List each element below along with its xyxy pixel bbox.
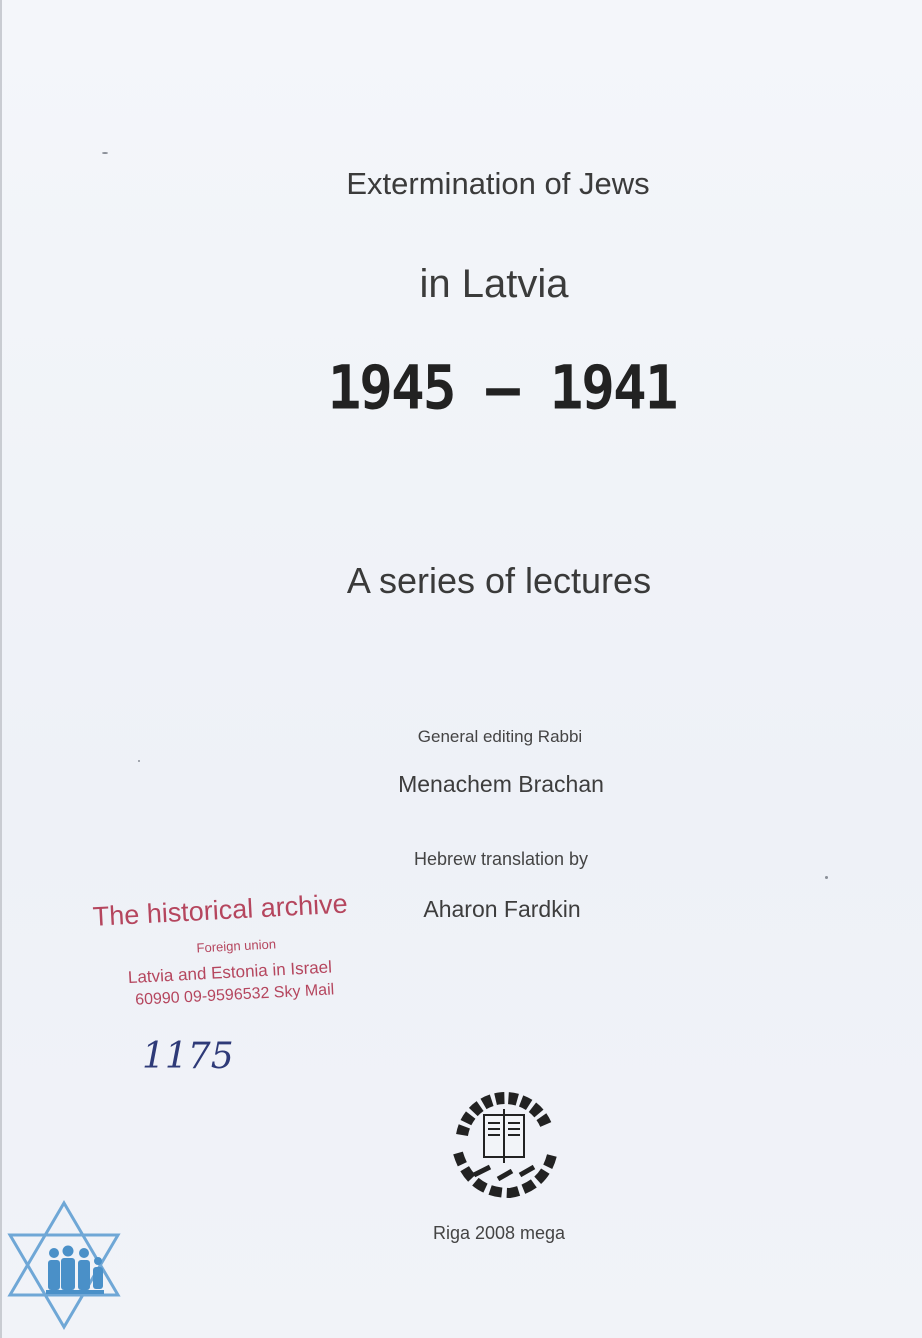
stamp-line-2: Foreign union bbox=[196, 936, 277, 956]
subtitle: A series of lectures bbox=[346, 560, 652, 601]
star-of-david-family-icon bbox=[4, 1195, 124, 1335]
paper-speck bbox=[138, 760, 140, 762]
editor-name: Menachem Brachan bbox=[398, 771, 604, 797]
stamp-title: The historical archive bbox=[91, 888, 349, 932]
publisher-emblem-icon bbox=[440, 1075, 568, 1205]
editing-label: General editing Rabbi bbox=[417, 727, 583, 746]
publication-footer: Riga 2008 mega bbox=[432, 1223, 566, 1243]
paper-speck bbox=[102, 152, 108, 154]
handwritten-number: 1175 bbox=[142, 1036, 234, 1077]
translator-name: Aharon Fardkin bbox=[423, 896, 581, 922]
translation-label: Hebrew translation by bbox=[413, 849, 589, 869]
archive-stamp bbox=[90, 886, 396, 1022]
stamp-line-3: Latvia and Estonia in Israel bbox=[127, 957, 333, 988]
stamp-line-4: 60990 09-9596532 Sky Mail bbox=[134, 981, 335, 1009]
title-line-1: Extermination of Jews bbox=[346, 166, 650, 201]
paper-speck bbox=[825, 876, 828, 879]
title-years: 1945 — 1941 bbox=[327, 353, 677, 424]
title-line-2: in Latvia bbox=[419, 262, 569, 306]
